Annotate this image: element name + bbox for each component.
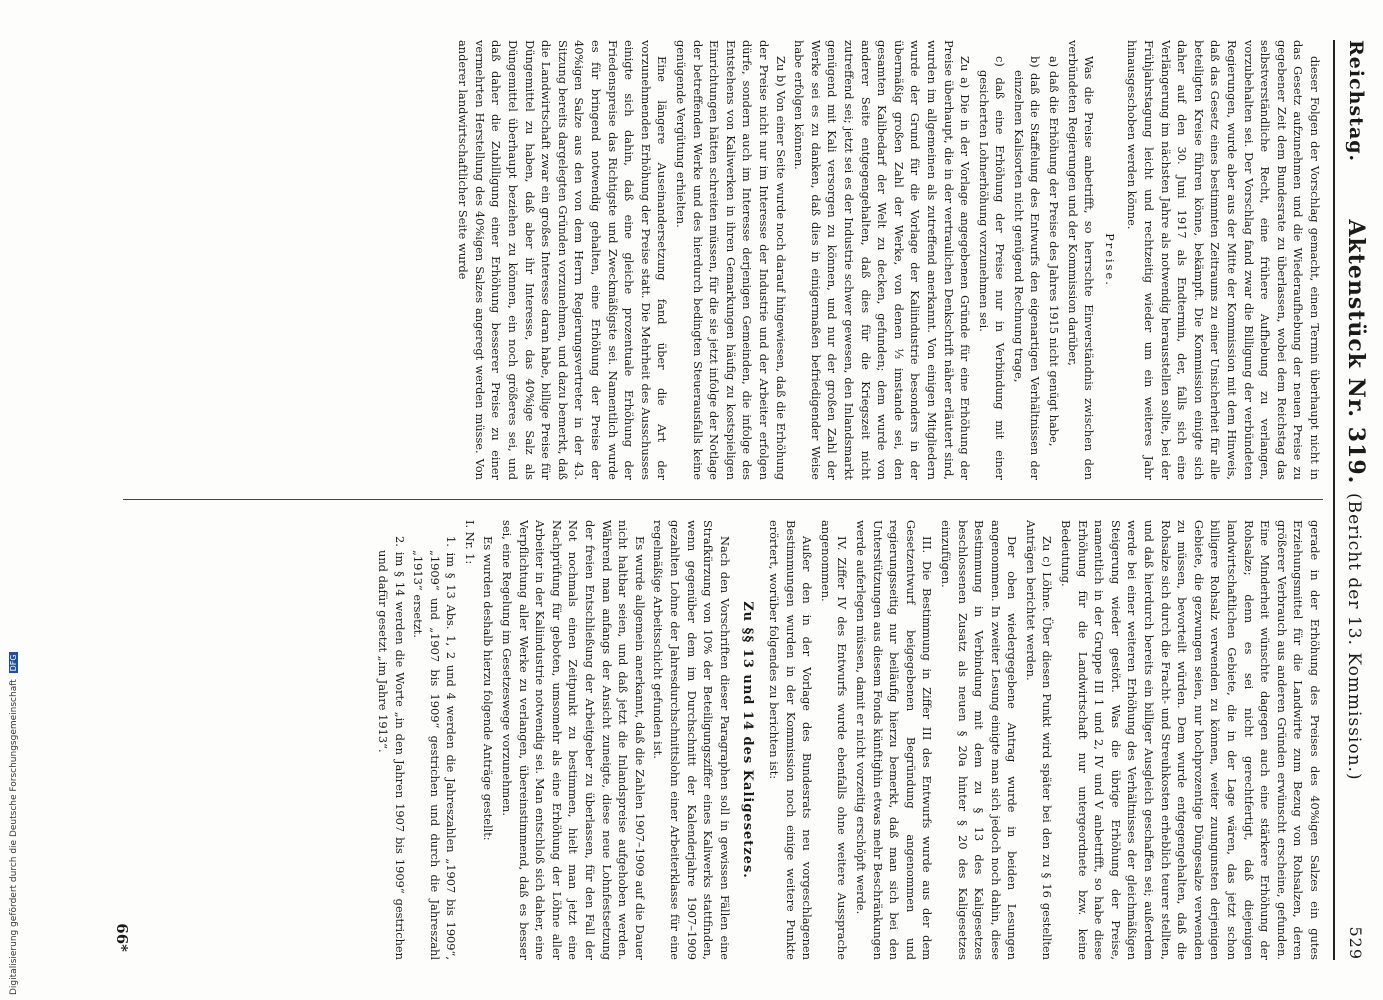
paragraph: dieser Folgen der Vorschlag gemacht, einen Termin überhaupt nicht in das Gesetz aufzunehmen und die Wiederaufhebung der neuen Preise zu gegebener Zeit dem Bundesrate zu überlassen, wobei dem Reichstag das selbstverständliche Recht, eine frühere Aufhebung zu verlangen, vorzubehalten sei. Der Vorschlag fand zwar die Billigung der verbündeten Regierungen, wurde aber aus der Mitte der Kommission mit dem Hinweis, daß das Gesetz eines bestimmten Zeitraums zu einer Unsicherheit für alle beteiligten Kreise führen könne, bekämpft. Die Kommission einigte sich daher auf den 30. Juni 1917 als Endtermin, der, falls sich eine Verlängerung im nächsten Jahre als notwendig herausstellen sollte, bei der Frühjahrstagung leicht und rechtzeitig wieder um ein weiteres Jahr hinausgeschoben werden könne. <box>1125 40 1322 480</box>
column-divider <box>123 499 1323 500</box>
dfg-logo-icon: DFG <box>9 654 18 672</box>
paragraph: Was die Preise anbetrifft, so herrschte Einverständnis zwischen den verbündeten Regierungen und der Kommission darüber, <box>1065 40 1097 480</box>
paragraph: gerade in der Erhöhung des Preises des 40%igen Salzes ein gutes Erziehungsmittel für die Landwirte zum Bezug von Rohsalzen, deren größerer Verbrauch aus anderen Gründen erwünscht erscheine, gefunden. Eine Minderheit wünschte dagegen auch eine stärkere Erhöhung der Rohsalze; denn es sei nicht gerechtfertigt, daß diejenigen landwirtschaftlichen Gebiete, die in der Lage wären, das jetzt schon billigere Rohsalz verwenden zu können, weiter zuungunsten derjenigen Gebiete, die gezwungen seien, nur hochprozentige Düngesalze verwenden zu müssen, bevorteilt würden. Dem wurde entgegengehalten, daß die Rohsalze sich durch die Fracht- und Streuhkosten erheblich teurer stellten, und daß hierdurch bereits ein billiger Ausgleich geschaffen sei; außerdem werde bei einer weiteren Erhöhung des Verhältnisses der gleichmäßigen Steigerung wieder gestört. Was die übrige Erhöhung der Preise, namentlich in der Gruppe III 1 und 2, IV und V anbetrifft, so habe diese Erhöhung für die Landwirtschaft nur untergeordnete bzw. keine Bedeutung. <box>1059 520 1322 960</box>
paragraph: Zu b) Von einer Seite wurde noch darauf hingewiesen, daß die Erhöhung der Preise nicht nur im Interesse der Industrie und der Arbeiter erfolgen dürfe, sondern auch im Interesse derjenigen Gemeinden, die infolge des Entstehens von Kaliwerken in ihren Gemarkungen häufig zu kostspieligen Einrichtungen hätten schreiten müssen, für die sie jetzt infolge der Notlage der betreffenden Werke und des hierdurch bedingten Steuerausfalls keine genügende Vergütung erhielten. <box>674 40 788 480</box>
paragraph: Zu c) Löhne. Über diesen Punkt wird später bei den zu § 16 gestellten Anträgen berichtet werden. <box>1023 520 1055 960</box>
credit-text: Digitalisierung gefördert durch die Deutsche Forschungsgemeinschaft <box>9 679 19 995</box>
paragraph: Eine längere Auseinandersetzung fand über die Art der vorzunehmenden Erhöhung der Preise statt. Die Mehrheit des Ausschusses einigte sich dahin, daß eine gleiche prozentuale Erhöhung der Friedenspreise das Richtigste und Zweckmäßigste sei. Namentlich wurde es für bringend notwendig gehalten, eine Erhöhung der Preise der 40%igen Salze aus den von dem Herrn Regierungsvertreter in der 43. Sitzung bereits dargelegten Gründen vorzunehmen, und dazu bemerkt, daß die Landwirtschaft zwar ein großes Interesse daran habe, billige Preise für Düngemittel zu haben, daß aber ihr Interesse, das 40%ige Salz als Düngemittel überhaupt beziehen zu können, ein noch größeres sei, und daß daher die Zubilligung einer Erhöhung besserer Preise zu einer vermehrten Herstellung des 40%igen Salzes angeregt werden müsse. Von anderer landwirtschaftlicher Seite wurde <box>456 40 670 480</box>
signature-mark: 66* <box>113 923 131 952</box>
header-title <box>1343 40 1369 960</box>
page-number: 529 <box>1346 926 1365 960</box>
list-item: b) daß die Staffelung des Entwurfs den eigenartigen Verhältnissen der einzelnen Kalisorten nicht genügend Rechnung trage, <box>1011 56 1043 480</box>
paragraph: IV. Ziffer IV des Entwurfs wurde ebenfalls ohne weitere Aussprache angenommen. <box>818 520 850 960</box>
paragraph: Außer den in der Vorlage des Bundesrats neu vorgeschlagenen Bestimmungen wurden in der Kommission noch einige weitere Punkte erörtert, worüber folgendes zu berichten ist: <box>767 520 815 960</box>
sub-heading: Preise. <box>1102 233 1117 287</box>
list-item: 2. im § 14 werden die Worte „in den Jahren 1907 bis 1909“ gestrichen und dafür gesetzt „im Jahre 1913“. <box>375 536 407 960</box>
list-item: a) daß die Erhöhung der Preise des Jahres 1915 nicht genügt habe, <box>1047 56 1062 447</box>
left-column <box>113 40 1323 480</box>
header-left: Reichstag. <box>1345 40 1367 163</box>
list-item: 1. im § 13 Abs. 1, 2 und 4 werden die Jahreszahlen „1907 bis 1909“, „1909“ und „1907 bis 1909“ gestrichen und durch die Jahreszahl „1913“ ersetzt. <box>411 536 459 960</box>
paragraph: III. Die Bestimmung in Ziffer III des Entwurfs wurde aus der dem Gesetzentwurf beigegebenen Begründung angenommen und regierungsseitig nur beiläufig hierzu bemerkt, daß man sich bei den Unterstützungen aus diesem Fonds künftighin etwas mehr Beschränkungen werde auferlegen müssen, damit er nicht vorzeitig erschöpft werde. <box>853 520 935 960</box>
list-label: I. Nr. 1: <box>462 520 477 565</box>
section-heading: Zu §§ 13 und 14 des Kaligesetzes. <box>740 601 756 879</box>
paragraph: Es wurde allgemein anerkannt, daß die Zahlen 1907–1909 auf die Dauer nicht haltbar seien, und daß jetzt die Inlandspreise aufgehoben werden. Während man anfangs der Ansicht zuneigte, diese neue Lohnfestsetzung der freien Entschließung der Arbeitgeber zu überlassen, für den Fall der Not nochmals einen Zeitpunkt zu bestimmen, hielt man jetzt eine Nachprüfung für geboten, umsomehr als eine Erhöhung der Löhne aller Arbeiter in der Kaliindustrie notwendig sei. Man entschloß sich daher, eine Verpflichtung aller Werke zu verlangen, übereinstimmend, daß es besser sei, eine Regelung im Gesetzeswege vorzunehmen. <box>500 520 647 960</box>
paragraph: Der oben wiedergegebene Antrag wurde in beiden Lesungen angenommen. In zweiter Lesung einigte man sich jedoch noch dahin, diese Bestimmung in Verbindung mit dem zu § 13 des Kaligesetzes beschlossenen Zusatz als neuen § 20a hinter § 20 des Kaligesetzes einzufügen. <box>938 520 1020 960</box>
paragraph: Nach den Vorschriften dieser Paragraphen soll in gewissen Fällen eine Strafkürzung von 10% der Beteiligungsziffer eines Kaliwerks stattfinden, wenn gegenüber dem im Durchschnitt der Kalenderjahre 1907–1909 gezahlten Lohne der Jahresdurchschnittslohn einer Arbeiterklasse für eine regelmäßige Arbeitsschicht gefunden ist. <box>651 520 732 960</box>
right-column <box>113 520 1323 960</box>
paragraph: Zu a) Die in der Vorlage angegebenen Gründe für eine Erhöhung der Preise überhaupt, die in der vertraulichen Denkschrift näher erläutert sind, wurden im allgemeinen als zutreffend anerkannt. Von einigen Mitgliedern wurde der Grund für die Vorlage der Kaliindustrie besonders in der übermäßig großen Zahl der Werke, von denen ⅓ imstande sei, den gesamten Kalibedarf der Welt zu decken, gefunden; dem wurde von anderer Seite entgegengehalten, daß dies für die Kriegszeit nicht zutreffend sei; jetzt sei es der Industrie schwer gewesen, den Inlandsmarkt genügend mit Kali versorgen zu können, und nur der großen Zahl der Werke sei es zu danken, daß dies in einigermaßen befriedigender Weise habe erfolgen können. <box>792 40 973 480</box>
list-item: c) daß eine Erhöhung der Preise nur in Verbindung mit einer gesicherten Lohnerhöhung vorzunehmen sei. <box>976 56 1008 480</box>
page-header <box>1333 40 1371 960</box>
header-title-main: Aktenstück Nr. 319. <box>1343 219 1369 485</box>
header-title-sub: (Bericht der 13. Kommission.) <box>1344 492 1364 781</box>
paragraph: Es wurden deshalb hierzu folgende Anträge gestellt: <box>481 536 496 841</box>
digitization-credit <box>2 0 19 1000</box>
